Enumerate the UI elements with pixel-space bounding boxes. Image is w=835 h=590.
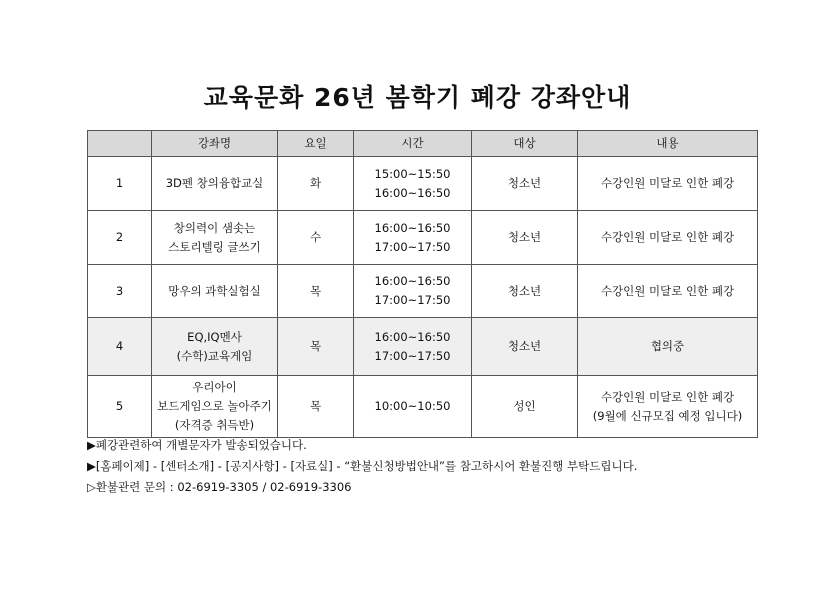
row-number: 4 (88, 318, 152, 376)
course-day: 목 (278, 376, 354, 438)
note-refund-contact: ▷환불관련 문의 : 02-6919-3305 / 02-6919-3306 (87, 480, 352, 494)
course-target: 청소년 (472, 157, 578, 211)
note-refund-guide: ▶[홈페이제] - [센터소개] - [공지사항] - [자료실] - “환불신청방법안내”를 참고하시어 환불진행 부탁드립니다. (87, 459, 638, 473)
note-sms-sent: ▶폐강관련하여 개별문자가 발송되었습니다. (87, 438, 307, 452)
header-content: 내용 (578, 131, 758, 157)
row-number: 3 (88, 265, 152, 318)
cancelled-courses-table (87, 130, 758, 438)
table-row (88, 157, 758, 211)
table-header-row (88, 131, 758, 157)
course-name: 망우의 과학실험실 (152, 265, 278, 318)
header-number (88, 131, 152, 157)
course-target: 청소년 (472, 265, 578, 318)
header-course-name: 강좌명 (152, 131, 278, 157)
course-target: 성인 (472, 376, 578, 438)
header-time: 시간 (354, 131, 472, 157)
course-day: 수 (278, 211, 354, 265)
course-status: 협의중 (578, 318, 758, 376)
course-day: 화 (278, 157, 354, 211)
course-time: 16:00~16:50 17:00~17:50 (354, 211, 472, 265)
table-row (88, 376, 758, 438)
course-time: 10:00~10:50 (354, 376, 472, 438)
course-status: 수강인원 미달로 인한 폐강 (578, 211, 758, 265)
course-name: EQ,IQ멘사 (수학)교육게임 (152, 318, 278, 376)
row-number: 5 (88, 376, 152, 438)
header-target: 대상 (472, 131, 578, 157)
table-row (88, 211, 758, 265)
course-target: 청소년 (472, 318, 578, 376)
course-name: 창의력이 샘솟는 스토리텔링 글쓰기 (152, 211, 278, 265)
notice-notes (87, 435, 787, 498)
course-time: 16:00~16:50 17:00~17:50 (354, 265, 472, 318)
course-name: 3D펜 창의융합교실 (152, 157, 278, 211)
page-title: 교육문화 26년 봄학기 폐강 강좌안내 (203, 83, 632, 112)
table-row (88, 318, 758, 376)
course-status: 수강인원 미달로 인한 폐강 (9월에 신규모집 예정 입니다) (578, 376, 758, 438)
course-time: 16:00~16:50 17:00~17:50 (354, 318, 472, 376)
course-day: 목 (278, 318, 354, 376)
course-day: 목 (278, 265, 354, 318)
course-status: 수강인원 미달로 인한 폐강 (578, 157, 758, 211)
course-name: 우리아이 보드게임으로 놀아주기 (자격증 취득반) (152, 376, 278, 438)
course-target: 청소년 (472, 211, 578, 265)
row-number: 1 (88, 157, 152, 211)
row-number: 2 (88, 211, 152, 265)
course-status: 수강인원 미달로 인한 폐강 (578, 265, 758, 318)
header-day: 요일 (278, 131, 354, 157)
course-time: 15:00~15:50 16:00~16:50 (354, 157, 472, 211)
table-row (88, 265, 758, 318)
